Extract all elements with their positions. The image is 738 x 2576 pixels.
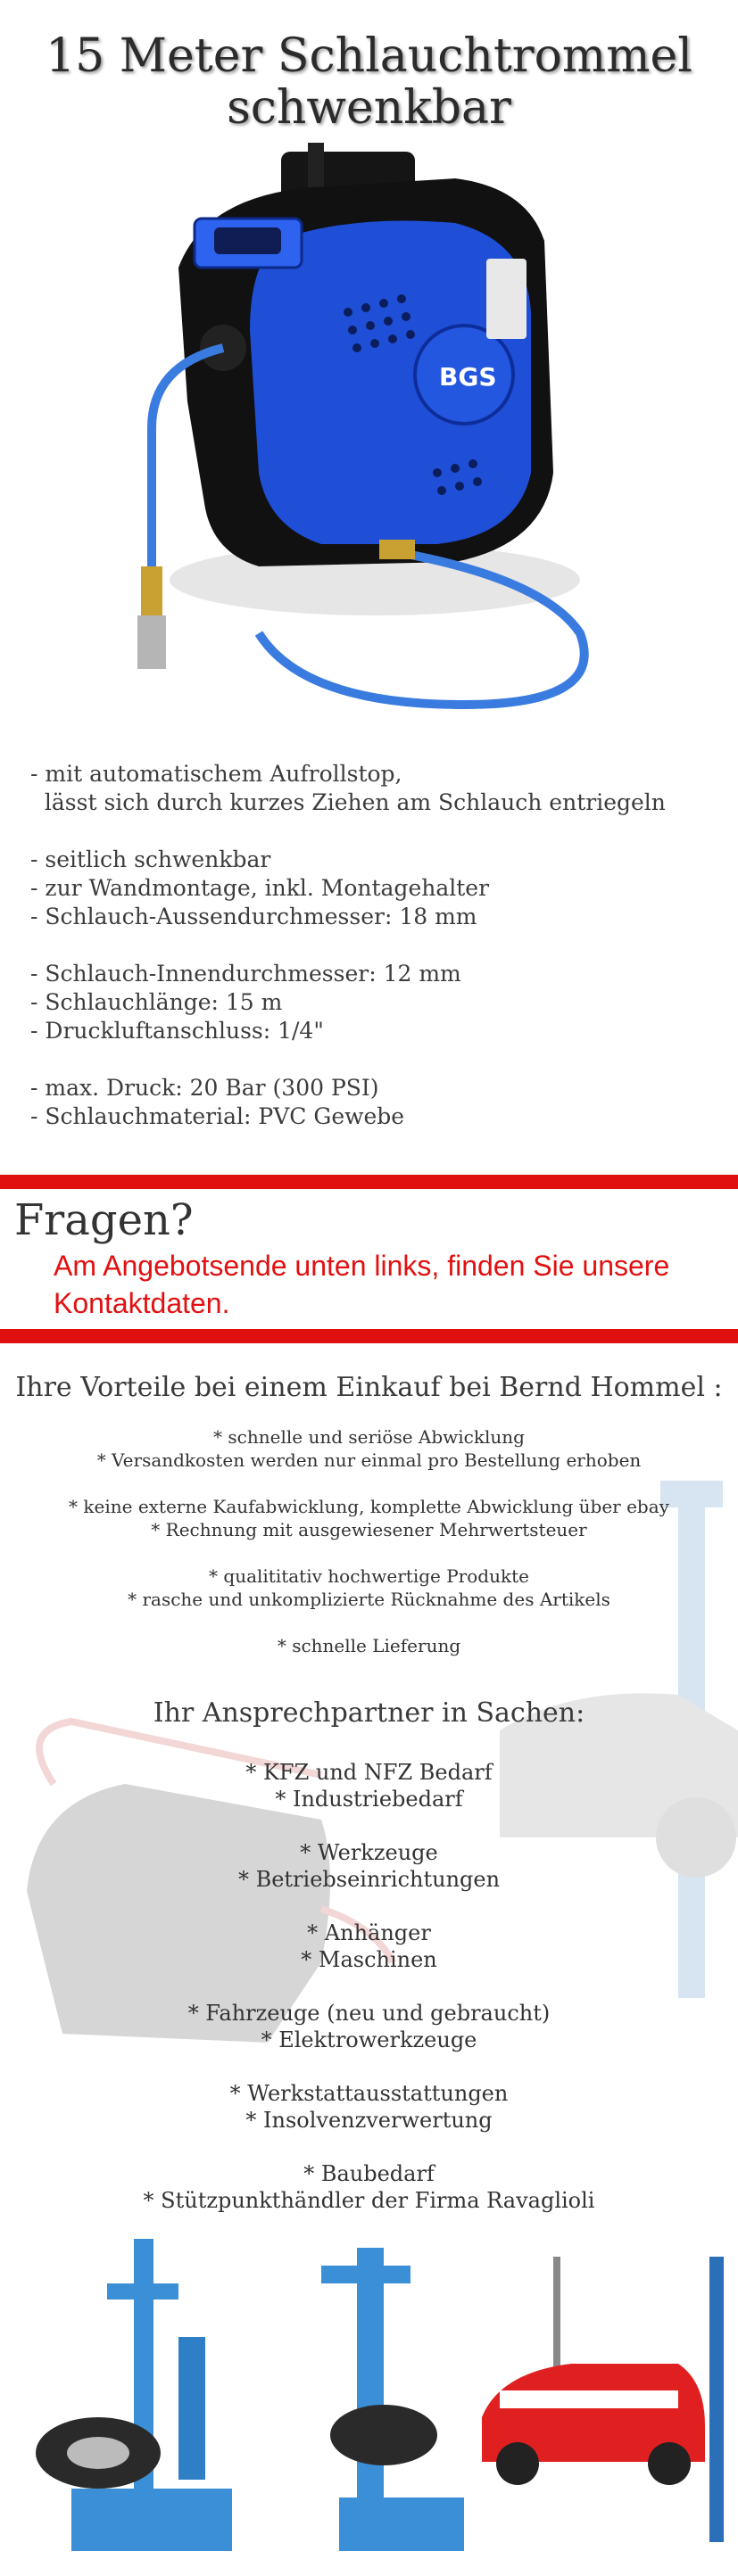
feature-line: - Schlauchmaterial: PVC Gewebe (30, 1103, 405, 1129)
advantages-list (0, 1425, 738, 1657)
contact-area-item: * KFZ und NFZ Bedarf (245, 1760, 493, 1785)
advantage-item: * Versandkosten werden nur einmal pro Bestellung erhoben (96, 1449, 642, 1471)
feature-line: - Schlauch-Innendurchmesser: 12 mm (30, 961, 461, 987)
feature-line: - zur Wandmontage, inkl. Montagehalter (30, 875, 490, 901)
questions-text: Am Angebotsende unten links, finden Sie unsere Kontaktdaten. (54, 1250, 670, 1319)
tire-changer-image (36, 2239, 232, 2551)
questions-heading: Fragen? (14, 1195, 194, 1245)
advantages-heading: Ihre Vorteile bei einem Einkauf bei Bernd Hommel : (15, 1372, 723, 1403)
advantage-item: * keine externe Kaufabwicklung, komplette Abwicklung über ebay (69, 1496, 669, 1517)
contact-area-item: * Betriebseinrichtungen (237, 1867, 501, 1892)
feature-line: - seitlich schwenkbar (30, 846, 271, 872)
contact-area-item: * Baubedarf (303, 2161, 435, 2186)
contact-area-item: * Fahrzeuge (neu und gebraucht) (187, 2001, 551, 2026)
feature-line: - mit automatischem Aufrollstop, (30, 761, 402, 787)
contact-areas-heading: Ihr Ansprechpartner in Sachen: (153, 1697, 585, 1729)
page-title-line2: schwenkbar (227, 81, 511, 135)
advantage-item: * schnelle Lieferung (277, 1635, 461, 1656)
contact-area-item: * Industriebedarf (275, 1787, 463, 1812)
page-title-line1: 15 Meter Schlauchtrommel (46, 29, 692, 83)
contact-area-item: * Stützpunkthändler der Firma Ravaglioli (143, 2188, 595, 2213)
feature-line: - Schlauchlänge: 15 m (30, 989, 283, 1015)
feature-line: lässt sich durch kurzes Ziehen am Schlauch entriegeln (30, 789, 666, 815)
contact-areas-list (0, 1759, 738, 2214)
red-divider-bottom (0, 1329, 738, 1343)
contact-area-spacer (0, 1973, 738, 2000)
contact-area-item: * Insolvenzverwertung (245, 2108, 493, 2133)
car-lift-image (482, 2257, 724, 2542)
advantage-item: * qualititativ hochwertige Produkte (209, 1565, 529, 1587)
advantage-spacer (0, 1541, 738, 1565)
advantage-item: * schnelle und seriöse Abwicklung (213, 1426, 525, 1448)
feature-line: - Schlauch-Aussendurchmesser: 18 mm (30, 904, 477, 929)
contact-area-spacer (0, 1893, 738, 1920)
feature-line: - max. Druck: 20 Bar (300 PSI) (30, 1075, 379, 1101)
contact-area-item: * Anhänger (307, 1920, 431, 1945)
contact-area-item: * Elektrowerkzeuge (261, 2027, 477, 2052)
feature-spacer (30, 931, 709, 960)
feature-list (30, 760, 709, 1131)
contact-area-spacer (0, 2053, 738, 2080)
tire-changer-image-2 (321, 2248, 464, 2551)
workshop-equipment-images (0, 2230, 738, 2576)
advantage-item: * Rechnung mit ausgewiesener Mehrwertsteuer (151, 1519, 587, 1540)
red-divider-top (0, 1175, 738, 1189)
feature-spacer (30, 817, 709, 846)
feature-spacer (30, 1045, 709, 1074)
brand-logo-text: BGS (439, 362, 497, 392)
advantage-item: * rasche und unkomplizierte Rücknahme des Artikels (128, 1589, 610, 1610)
advantage-spacer (0, 1472, 738, 1495)
contact-area-spacer (0, 2134, 738, 2160)
contact-area-item: * Werkzeuge (300, 1840, 438, 1865)
feature-line: - Druckluftanschluss: 1/4" (30, 1018, 324, 1044)
contact-area-item: * Werkstattausstattungen (229, 2081, 509, 2106)
hose-reel-product-image (80, 134, 634, 740)
advantage-spacer (0, 1611, 738, 1634)
contact-area-spacer (0, 1812, 738, 1839)
contact-area-item: * Maschinen (301, 1947, 437, 1972)
